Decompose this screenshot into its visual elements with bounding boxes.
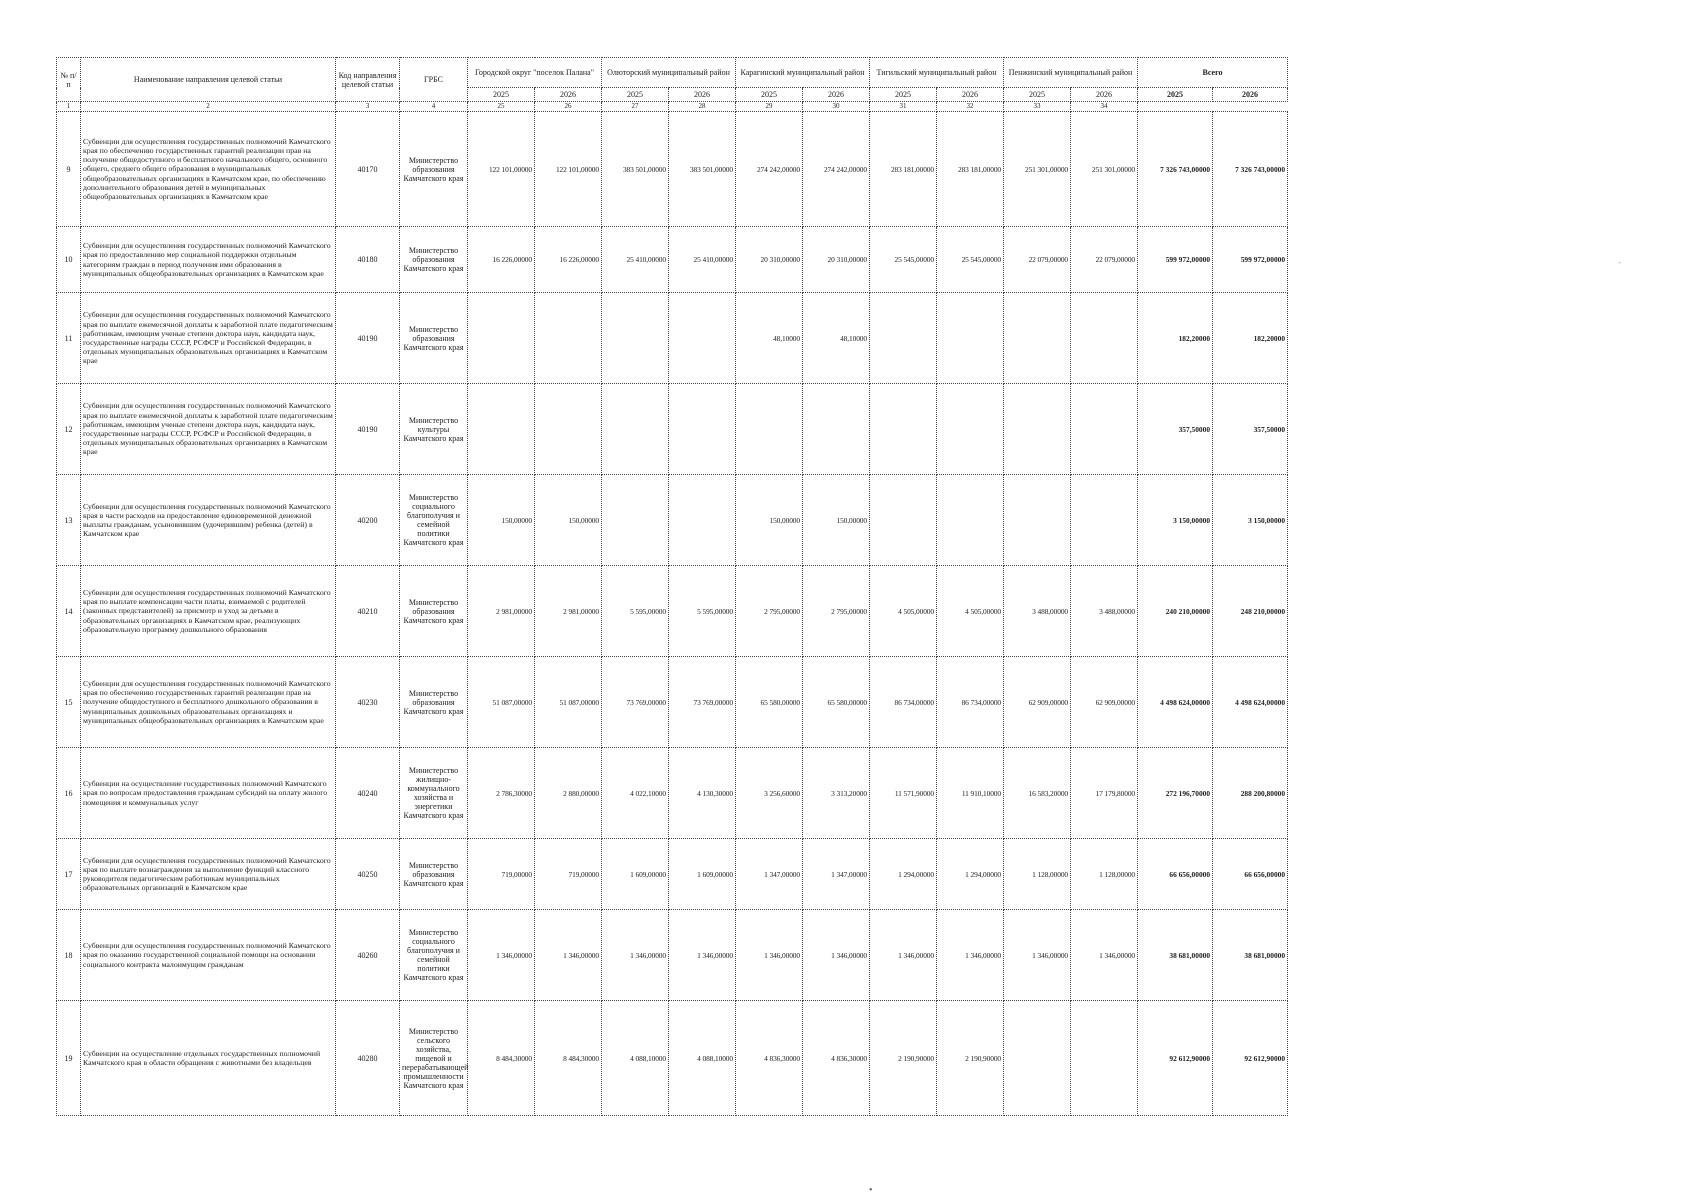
value-cell: 20 310,00000 xyxy=(736,227,803,293)
table-row xyxy=(57,475,1288,566)
value-cell: 2 795,00000 xyxy=(736,566,803,657)
value-cell: 274 242,00000 xyxy=(803,112,870,227)
value-cell xyxy=(1071,1001,1138,1116)
value-cell xyxy=(535,384,602,475)
row-name: Субвенции для осуществления государственных полномочий Камчатского края по оказанию государственной социальной помощи на основании социального контракта малоимущим гражданам xyxy=(81,910,336,1001)
value-cell: 2 981,00000 xyxy=(468,566,535,657)
value-cell: 25 410,00000 xyxy=(669,227,736,293)
col-number: 31 xyxy=(870,102,937,112)
col-number: 3 xyxy=(336,102,400,112)
row-number: 14 xyxy=(57,566,81,657)
value-cell: 383 501,00000 xyxy=(669,112,736,227)
value-cell: 1 346,00000 xyxy=(535,910,602,1001)
value-cell xyxy=(1004,1001,1071,1116)
total-cell: 3 150,00000 xyxy=(1138,475,1213,566)
value-cell: 3 488,00000 xyxy=(1071,566,1138,657)
value-cell xyxy=(669,475,736,566)
row-grbs: Министерство образования Камчатского края xyxy=(400,112,468,227)
year-2026: 2026 xyxy=(669,88,736,102)
value-cell xyxy=(669,384,736,475)
row-name: Субвенции для осуществления государственных полномочий Камчатского края по выплате ежемесячной доплаты к заработной плате педагогическим работникам, имеющим ученые степени доктора наук, кандидата наук, государственные награды СССР, РСФСР и Российской Федерации, в отдельных муниципальных образовательных организациях в Камчатском крае xyxy=(81,384,336,475)
year-2026: 2026 xyxy=(535,88,602,102)
value-cell: 73 769,00000 xyxy=(669,657,736,748)
row-grbs: Министерство образования Камчатского края xyxy=(400,566,468,657)
value-cell: 86 734,00000 xyxy=(870,657,937,748)
value-cell: 4 130,30000 xyxy=(669,748,736,839)
value-cell xyxy=(1071,293,1138,384)
page-speck: • xyxy=(869,1185,873,1196)
row-number: 11 xyxy=(57,293,81,384)
total-cell: 599 972,00000 xyxy=(1138,227,1213,293)
value-cell: 1 346,00000 xyxy=(1004,910,1071,1001)
value-cell xyxy=(803,384,870,475)
value-cell: 251 301,00000 xyxy=(1071,112,1138,227)
value-cell xyxy=(736,384,803,475)
value-cell xyxy=(937,384,1004,475)
col-number: 1 xyxy=(57,102,81,112)
value-cell: 719,00000 xyxy=(535,839,602,910)
value-cell: 22 079,00000 xyxy=(1071,227,1138,293)
value-cell xyxy=(1071,384,1138,475)
value-cell: 251 301,00000 xyxy=(1004,112,1071,227)
value-cell: 122 101,00000 xyxy=(468,112,535,227)
header-group-tigilsky: Тигильский муниципальный район xyxy=(870,58,1004,88)
value-cell: 1 346,00000 xyxy=(1071,910,1138,1001)
year-2025: 2025 xyxy=(736,88,803,102)
value-cell: 2 981,00000 xyxy=(535,566,602,657)
value-cell xyxy=(937,293,1004,384)
value-cell: 1 128,00000 xyxy=(1004,839,1071,910)
value-cell xyxy=(937,475,1004,566)
value-cell: 3 313,20000 xyxy=(803,748,870,839)
total-cell: 92 612,90000 xyxy=(1138,1001,1213,1116)
row-name: Субвенции для осуществления государственных полномочий Камчатского края по выплате вознаграждения за выполнение функций классного руководителя педагогическим работникам муниципальных образовательных организаций в Камчатском крае xyxy=(81,839,336,910)
value-cell xyxy=(870,293,937,384)
value-cell xyxy=(1004,293,1071,384)
col-number: 30 xyxy=(803,102,870,112)
value-cell: 8 484,30000 xyxy=(468,1001,535,1116)
total-cell: 66 656,00000 xyxy=(1213,839,1288,910)
row-code: 40260 xyxy=(336,910,400,1001)
value-cell: 1 609,00000 xyxy=(602,839,669,910)
value-cell: 1 609,00000 xyxy=(669,839,736,910)
value-cell: 22 079,00000 xyxy=(1004,227,1071,293)
value-cell: 51 087,00000 xyxy=(535,657,602,748)
total-cell: 3 150,00000 xyxy=(1213,475,1288,566)
row-grbs: Министерство жилищно-коммунального хозяйства и энергетики Камчатского края xyxy=(400,748,468,839)
value-cell: 1 346,00000 xyxy=(937,910,1004,1001)
table-row xyxy=(57,748,1288,839)
value-cell: 86 734,00000 xyxy=(937,657,1004,748)
col-number: 27 xyxy=(602,102,669,112)
year-2025: 2025 xyxy=(468,88,535,102)
value-cell: 62 909,00000 xyxy=(1071,657,1138,748)
total-cell: 599 972,00000 xyxy=(1213,227,1288,293)
value-cell: 11 571,90000 xyxy=(870,748,937,839)
total-cell: 7 326 743,00000 xyxy=(1138,112,1213,227)
col-number: 33 xyxy=(1004,102,1071,112)
total-cell: 66 656,00000 xyxy=(1138,839,1213,910)
total-cell: 38 681,00000 xyxy=(1213,910,1288,1001)
col-number: 34 xyxy=(1071,102,1138,112)
value-cell: 150,00000 xyxy=(468,475,535,566)
header-group-total: Всего xyxy=(1138,58,1288,88)
value-cell: 1 294,00000 xyxy=(937,839,1004,910)
value-cell: 1 346,00000 xyxy=(468,910,535,1001)
value-cell xyxy=(535,293,602,384)
row-name: Субвенции на осуществление отдельных государственных полномочий Камчатского края в области обращения с животными без владельцев xyxy=(81,1001,336,1116)
row-number: 10 xyxy=(57,227,81,293)
total-cell: 182,20000 xyxy=(1138,293,1213,384)
value-cell: 1 128,00000 xyxy=(1071,839,1138,910)
value-cell: 4 022,10000 xyxy=(602,748,669,839)
year-2026: 2026 xyxy=(803,88,870,102)
row-number: 17 xyxy=(57,839,81,910)
total-cell: 357,50000 xyxy=(1138,384,1213,475)
value-cell: 283 181,00000 xyxy=(870,112,937,227)
value-cell: 383 501,00000 xyxy=(602,112,669,227)
row-name: Субвенции для осуществления государственных полномочий Камчатского края по обеспечению государственных гарантий реализации прав на получение общедоступного и бесплатного дошкольного образования в муниципальных дошкольных образовательных организациях и муниципальных общеобразовательных организациях в Камчатском крае xyxy=(81,657,336,748)
table-body xyxy=(57,112,1288,1116)
total-cell: 272 196,70000 xyxy=(1138,748,1213,839)
row-code: 40280 xyxy=(336,1001,400,1116)
value-cell: 150,00000 xyxy=(736,475,803,566)
row-name: Субвенции на осуществление государственных полномочий Камчатского края по вопросам предоставления гражданам субсидий на оплату жилого помещения и коммунальных услуг xyxy=(81,748,336,839)
row-code: 40230 xyxy=(336,657,400,748)
value-cell: 4 505,00000 xyxy=(870,566,937,657)
col-number: 25 xyxy=(468,102,535,112)
total-cell: 4 498 624,00000 xyxy=(1138,657,1213,748)
value-cell xyxy=(1004,384,1071,475)
table-row xyxy=(57,566,1288,657)
total-cell: 240 210,00000 xyxy=(1138,566,1213,657)
value-cell: 11 910,10000 xyxy=(937,748,1004,839)
row-name: Субвенции для осуществления государственных полномочий Камчатского края по обеспечению государственных гарантий реализации прав на получение общедоступного и бесплатного начального общего, основного общего, среднего общего образования в муниципальных общеобразовательных организациях в Камчатском крае, по обеспечению дополнительного образования детей в муниципальных общеобразовательных организациях в Камчатском крае xyxy=(81,112,336,227)
value-cell xyxy=(1071,475,1138,566)
table-row xyxy=(57,910,1288,1001)
header-n: № п/п xyxy=(57,58,81,102)
value-cell: 16 583,20000 xyxy=(1004,748,1071,839)
value-cell: 122 101,00000 xyxy=(535,112,602,227)
value-cell: 1 347,00000 xyxy=(736,839,803,910)
value-cell: 1 346,00000 xyxy=(870,910,937,1001)
value-cell: 5 595,00000 xyxy=(669,566,736,657)
value-cell: 2 880,00000 xyxy=(535,748,602,839)
value-cell: 2 190,90000 xyxy=(870,1001,937,1116)
header-code: Код направления целевой статьи xyxy=(336,58,400,102)
value-cell: 1 347,00000 xyxy=(803,839,870,910)
value-cell: 150,00000 xyxy=(803,475,870,566)
year-2026: 2026 xyxy=(1071,88,1138,102)
value-cell: 3 256,60000 xyxy=(736,748,803,839)
row-code: 40170 xyxy=(336,112,400,227)
row-grbs: Министерство культуры Камчатского края xyxy=(400,384,468,475)
value-cell: 1 294,00000 xyxy=(870,839,937,910)
table-row xyxy=(57,1001,1288,1116)
total-cell: 92 612,90000 xyxy=(1213,1001,1288,1116)
row-grbs: Министерство образования Камчатского края xyxy=(400,839,468,910)
table-row xyxy=(57,227,1288,293)
edge-mark: - xyxy=(1618,257,1621,267)
value-cell xyxy=(468,293,535,384)
year-2025: 2025 xyxy=(602,88,669,102)
row-grbs: Министерство сельского хозяйства, пищевой и перерабатывающей промышленности Камчатского края xyxy=(400,1001,468,1116)
value-cell: 1 346,00000 xyxy=(736,910,803,1001)
value-cell: 274 242,00000 xyxy=(736,112,803,227)
year-2025: 2025 xyxy=(1004,88,1071,102)
header-group-palana: Городской округ "поселок Палана" xyxy=(468,58,602,88)
row-grbs: Министерство социального благополучия и семейной политики Камчатского края xyxy=(400,910,468,1001)
col-number: 32 xyxy=(937,102,1004,112)
row-number: 9 xyxy=(57,112,81,227)
row-grbs: Министерство образования Камчатского края xyxy=(400,657,468,748)
value-cell xyxy=(669,293,736,384)
row-name: Субвенции для осуществления государственных полномочий Камчатского края в части расходов на предоставление единовременной денежной выплаты гражданам, усыновившим (удочерившим) ребенка (детей) в Камчатском крае xyxy=(81,475,336,566)
value-cell: 4 836,30000 xyxy=(736,1001,803,1116)
row-number: 15 xyxy=(57,657,81,748)
row-code: 40250 xyxy=(336,839,400,910)
value-cell xyxy=(870,384,937,475)
value-cell: 25 545,00000 xyxy=(870,227,937,293)
value-cell: 1 346,00000 xyxy=(803,910,870,1001)
header-name: Наименование направления целевой статьи xyxy=(81,58,336,102)
table-row xyxy=(57,293,1288,384)
row-code: 40240 xyxy=(336,748,400,839)
value-cell: 283 181,00000 xyxy=(937,112,1004,227)
row-name: Субвенции для осуществления государственных полномочий Камчатского края по выплате компенсации части платы, взимаемой с родителей (законных представителей) за присмотр и уход за детьми в образовательных организациях в Камчатском крае, реализующих образовательную программу дошкольного образования xyxy=(81,566,336,657)
value-cell: 1 346,00000 xyxy=(669,910,736,1001)
value-cell: 65 580,00000 xyxy=(736,657,803,748)
col-number: 26 xyxy=(535,102,602,112)
row-name: Субвенции для осуществления государственных полномочий Камчатского края по выплате ежемесячной доплаты к заработной плате педагогическим работникам, имеющим ученые степени доктора наук, кандидата наук, государственные награды СССР, РСФСР и Российской Федерации, в отдельных муниципальных образовательных организациях в Камчатском крае xyxy=(81,293,336,384)
value-cell xyxy=(602,475,669,566)
table-row xyxy=(57,657,1288,748)
row-grbs: Министерство образования Камчатского края xyxy=(400,227,468,293)
value-cell: 719,00000 xyxy=(468,839,535,910)
header-grbs: ГРБС xyxy=(400,58,468,102)
value-cell: 16 226,00000 xyxy=(535,227,602,293)
value-cell xyxy=(602,293,669,384)
col-number: 2 xyxy=(81,102,336,112)
row-number: 12 xyxy=(57,384,81,475)
value-cell xyxy=(602,384,669,475)
value-cell: 73 769,00000 xyxy=(602,657,669,748)
year-2025: 2025 xyxy=(870,88,937,102)
value-cell: 2 786,30000 xyxy=(468,748,535,839)
value-cell: 20 310,00000 xyxy=(803,227,870,293)
row-number: 13 xyxy=(57,475,81,566)
header-group-olyutorsky: Олюторский муниципальный район xyxy=(602,58,736,88)
value-cell xyxy=(870,475,937,566)
row-grbs: Министерство образования Камчатского края xyxy=(400,293,468,384)
table-row xyxy=(57,112,1288,227)
value-cell: 65 580,00000 xyxy=(803,657,870,748)
total-cell: 38 681,00000 xyxy=(1138,910,1213,1001)
value-cell xyxy=(468,384,535,475)
total-cell: 4 498 624,00000 xyxy=(1213,657,1288,748)
value-cell: 150,00000 xyxy=(535,475,602,566)
value-cell: 2 795,00000 xyxy=(803,566,870,657)
year-2026: 2026 xyxy=(1213,88,1288,102)
row-number: 19 xyxy=(57,1001,81,1116)
row-code: 40210 xyxy=(336,566,400,657)
value-cell: 1 346,00000 xyxy=(602,910,669,1001)
value-cell: 62 909,00000 xyxy=(1004,657,1071,748)
value-cell: 4 505,00000 xyxy=(937,566,1004,657)
year-2026: 2026 xyxy=(937,88,1004,102)
total-cell: 7 326 743,00000 xyxy=(1213,112,1288,227)
table-row xyxy=(57,384,1288,475)
total-cell: 288 200,80000 xyxy=(1213,748,1288,839)
value-cell: 5 595,00000 xyxy=(602,566,669,657)
total-cell: 248 210,00000 xyxy=(1213,566,1288,657)
header-group-penzhinsky: Пенжинский муниципальный район xyxy=(1004,58,1138,88)
row-code: 40190 xyxy=(336,293,400,384)
value-cell: 4 836,30000 xyxy=(803,1001,870,1116)
value-cell: 51 087,00000 xyxy=(468,657,535,748)
total-cell: 182,20000 xyxy=(1213,293,1288,384)
col-number: 28 xyxy=(669,102,736,112)
row-code: 40180 xyxy=(336,227,400,293)
subsidy-table xyxy=(56,57,1288,1116)
value-cell: 16 226,00000 xyxy=(468,227,535,293)
value-cell: 48,10000 xyxy=(803,293,870,384)
row-code: 40190 xyxy=(336,384,400,475)
col-number: 4 xyxy=(400,102,468,112)
row-code: 40200 xyxy=(336,475,400,566)
row-grbs: Министерство социального благополучия и семейной политики Камчатского края xyxy=(400,475,468,566)
year-2025: 2025 xyxy=(1138,88,1213,102)
value-cell: 4 088,10000 xyxy=(669,1001,736,1116)
value-cell: 2 190,90000 xyxy=(937,1001,1004,1116)
col-number: 29 xyxy=(736,102,803,112)
value-cell: 25 545,00000 xyxy=(937,227,1004,293)
value-cell xyxy=(1004,475,1071,566)
value-cell: 3 488,00000 xyxy=(1004,566,1071,657)
value-cell: 25 410,00000 xyxy=(602,227,669,293)
table-row xyxy=(57,839,1288,910)
value-cell: 8 484,30000 xyxy=(535,1001,602,1116)
row-name: Субвенции для осуществления государственных полномочий Камчатского края по предоставлению мер социальной поддержки отдельным категориям граждан в период получения ими образования в муниципальных общеобразовательных организациях в Камчатском крае xyxy=(81,227,336,293)
value-cell: 17 179,80000 xyxy=(1071,748,1138,839)
row-number: 18 xyxy=(57,910,81,1001)
value-cell: 48,10000 xyxy=(736,293,803,384)
row-number: 16 xyxy=(57,748,81,839)
value-cell: 4 088,10000 xyxy=(602,1001,669,1116)
total-cell: 357,50000 xyxy=(1213,384,1288,475)
header-group-karaginsky: Карагинский муниципальный район xyxy=(736,58,870,88)
